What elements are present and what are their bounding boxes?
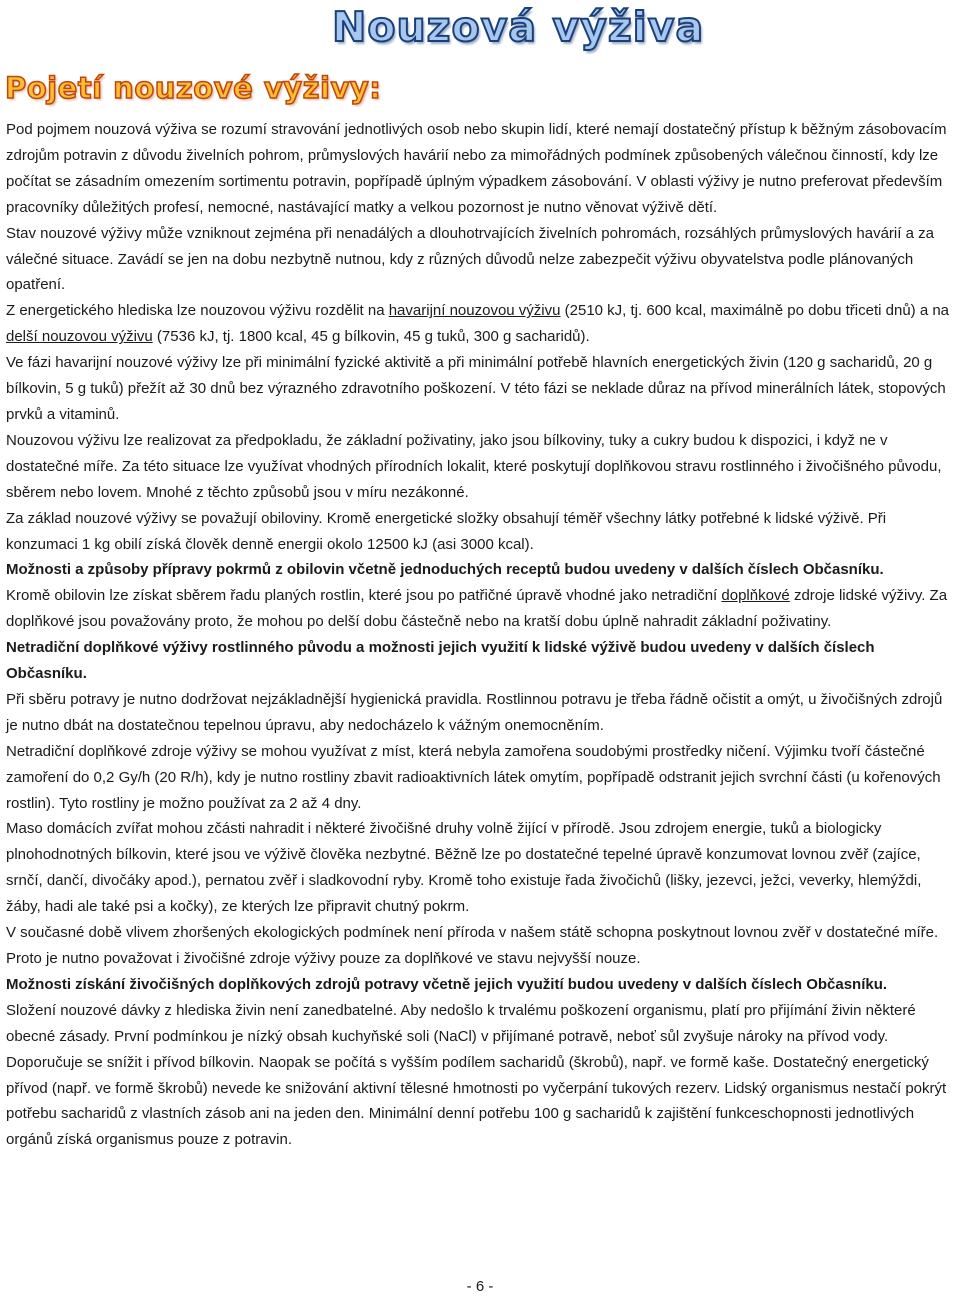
emergency-nutrition-link[interactable]: havarijní nouzovou výživu [388, 302, 561, 320]
paragraph-text: Kromě obilovin lze získat sběrem řadu planých rostlin, které jsou po patřičné úpravě vhodné jako netradiční [6, 587, 722, 605]
paragraph-notice-cereals [6, 557, 956, 583]
paragraph-realization: Nouzovou výživu lze realizovat za předpokladu, že základní poživatiny, jako jsou bílkoviny, tuky a cukry budou k dispozici, i když ne v dostatečné míře. Za této situace lze využívat vhodných přírodních lokalit, které poskytují doplňkovou stravu rostlinného i živočišného původu, sběrem nebo lovem. Mnohé z těchto způsobů jsou v míru nezákonné. [6, 431, 942, 501]
paragraph-contamination: Netradiční doplňkové zdroje výživy se mohou využívat z míst, která nebyla zamořena soudobými prostředky ničení. Výjimku tvoří částečné zamoření do 0,2 Gy/h (20 R/h), kdy je nutno rostliny zbavit radioaktivních látek omytím, popřípadě odstranit jejich svrchní části (u kořenových rostlin). Tyto rostliny je možno používat za 2 až 4 dny. [6, 742, 941, 812]
paragraph-wild-plants [6, 583, 956, 635]
document-body [6, 117, 956, 1153]
paragraph-hygiene: Při sběru potravy je nutno dodržovat nejzákladnější hygienická pravidla. Rostlinnou potravu je třeba řádně očistit a omýt, u živočišných zdrojů je nutno dbát na dostatečnou tepelnou úpravu, aby nedocházelo k vážným onemocněním. [6, 690, 943, 734]
paragraph-notice-plants [6, 635, 956, 687]
page-title: Nouzová výživa [332, 3, 705, 51]
paragraph-emergency-phase: Ve fázi havarijní nouzové výživy lze při minimální fyzické aktivitě a při minimální potřebě hlavních energetických živin (120 g sacharidů, 20 g bílkovin, 5 g tuků) přežít až 30 dnů bez výrazného zdravotního poškození. V této fázi se neklade důraz na přívod minerálních látek, stopových prvků a vitaminů. [6, 354, 946, 423]
paragraph-cereals: Za základ nouzové výživy se považují obiloviny. Kromě energetické složky obsahují téměř všechny látky potřebné k lidské výživě. Při konzumaci 1 kg obilí získá člověk denně energii okolo 12500 kJ (asi 3000 kcal). [6, 509, 887, 553]
paragraph-definition: Pod pojmem nouzová výživa se rozumí stravování jednotlivých osob nebo skupin lidí, které nemají dostatečný přístup k běžným zásobovacím zdrojům potravin z důvodu živelních pohrom, průmyslových havárií nebo za mimořádných podmínek způsobených válečnou činností, kdy lze počítat se zásadním omezením sortimentu potravin, popřípadě úplným výpadkem zásobování. V oblasti výživy je nutno preferovat především pracovníky důležitých profesí, nemocné, nastávající matky a velkou pozornost je nutno věnovat výživě dětí. [6, 121, 947, 216]
section-heading: Pojetí nouzové výživy: [5, 71, 382, 105]
bold-notice: Možnosti a způsoby přípravy pokrmů z obilovin včetně jednoduchých receptů budou uvedeny v dalších číslech Občasníku. [6, 561, 884, 579]
paragraph-game-meat: Maso domácích zvířat mohou zčásti nahradit i některé živočišné druhy volně žijící v přírodě. Jsou zdrojem energie, tuků a biologicky plnohodnotných bílkovin, které jsou ve výživě člověka nezbytné. Běžně lze po dostatečné tepelné úpravě konzumovat lovnou zvěř (zajíce, srnčí, dančí, divočáky apod.), pernatou zvěř i sladkovodní ryby. Kromě toho existuje řada živočichů (lišky, jezevci, ježci, veverky, hlemýždi, žáby, hadi ale také psi a kočky), ze kterých lze připravit chutný pokrm. [6, 820, 922, 916]
supplementary-link[interactable]: doplňkové [721, 587, 790, 605]
paragraph-text: Z energetického hlediska lze nouzovou výživu rozdělit na [6, 302, 389, 320]
paragraph-conditions: Stav nouzové výživy může vzniknout zejména při nenadálých a dlouhotrvajících živelních pohromách, rozsáhlých průmyslových havárií a za válečné situace. Zavádí se jen na dobu nezbytně nutnou, kdy z různých důvodů nelze zabezpečit výživu obyvatelstva podle plánovaných opatření. [6, 224, 934, 294]
paragraph-text: (2510 kJ, tj. 600 kcal, maximálně po dobu třiceti dnů) a na [560, 302, 950, 320]
paragraph-text: zdroje lidské výživy. Za doplňkové jsou považovány proto, že mohou po delší dobu částečně nebo na kratší dobu úplně nahradit základní poživatiny. [6, 587, 948, 631]
paragraph-ration-composition: Složení nouzové dávky z hlediska živin není zanedbatelné. Aby nedošlo k trvalému poškození organismu, platí pro přijímání živin některé obecné zásady. První podmínkou je nízký obsah kuchyňské soli (NaCl) v přijímané potravě, neboť sůl zvyšuje nároky na přívod vody. Doporučuje se snížit i přívod bílkovin. Naopak se počítá s vyšším podílem sacharidů (škrobů), např. ve formě kaše. Dostatečný energetický přívod (např. ve formě škrobů) nevede ke snižování aktivní tělesné hmotnosti po vyčerpání tukových rezerv. Lidský organismus nestačí pokrýt potřebu sacharidů z vlastních zásob ani na jeden den. Minimální denní potřebu 100 g sacharidů k zajištění funkceschopnosti jednotlivých orgánů získá organismus pouze z potravin. [6, 1001, 947, 1149]
page-number: - 6 - [466, 1278, 494, 1295]
long-term-nutrition-link[interactable]: delší nouzovou výživu [6, 328, 153, 346]
bold-notice: Netradiční doplňkové výživy rostlinného původu a možnosti jejich využití k lidské výživě budou uvedeny v dalších číslech Občasníku. [6, 639, 875, 683]
paragraph-ecology: V současné době vlivem zhoršených ekologických podmínek není příroda v našem státě schopna poskytnout lovnou zvěř v dostatečné míře. Proto je nutno považovat i živočišné zdroje výživy pouze za doplňkové ve stavu nejvyšší nouze. [6, 924, 939, 967]
paragraph-text: (7536 kJ, tj. 1800 kcal, 45 g bílkovin, 45 g tuků, 300 g sacharidů). [152, 328, 590, 346]
bold-notice: Možnosti získání živočišných doplňkových zdrojů potravy včetně jejich využití budou uvedeny v dalších číslech Občasníku. [6, 975, 888, 993]
paragraph-notice-animal [6, 972, 956, 998]
paragraph-energy-division [6, 298, 956, 350]
